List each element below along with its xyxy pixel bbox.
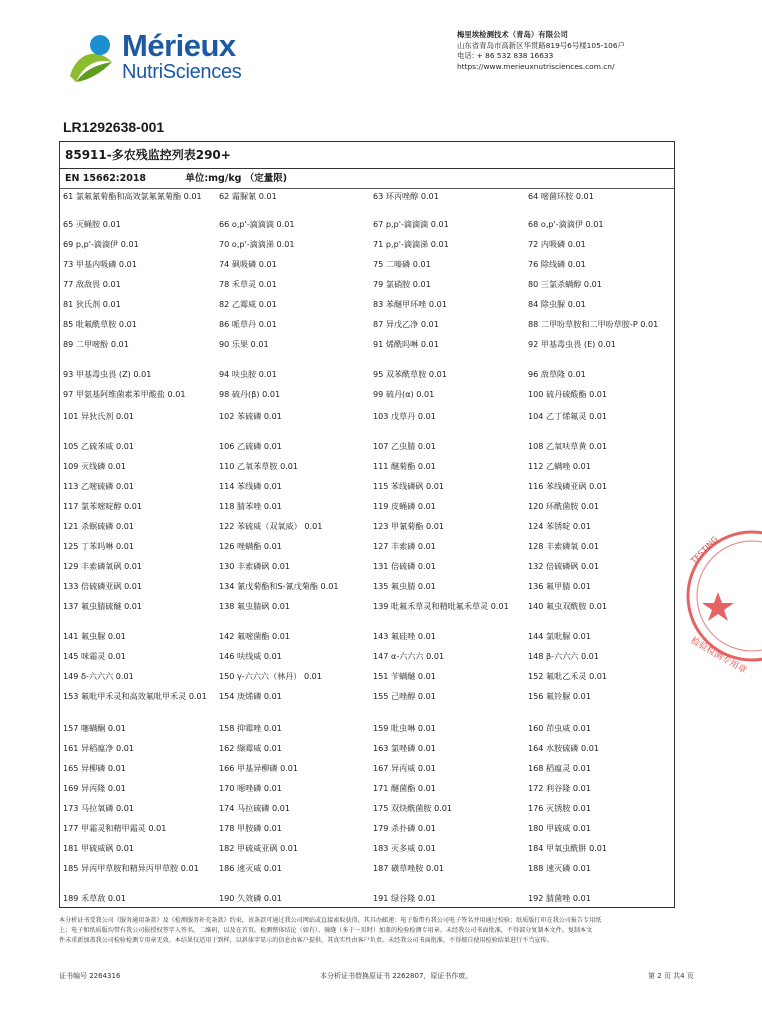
table-cell: 82 乙霉威 0.01 — [219, 299, 277, 309]
table-cell: 154 庚烯磷 0.01 — [219, 691, 282, 701]
table-cell: 80 三氯杀螨醇 0.01 — [528, 279, 602, 289]
table-cell: 181 甲硫威砜 0.01 — [63, 843, 134, 853]
disclaimer-line: 本分析证书受我公司《服务通用条款》及《检测服务补充条款》约束，该条款可通过我公司网站或直接索取获得，其具办邮递：电子版带有我公司电子签名并用通过校验；纸质版打印在我公司报告专用纸 — [59, 917, 602, 924]
table-cell: 133 倍硫磷亚砜 0.01 — [63, 581, 143, 591]
table-cell: 125 丁苯吗啉 0.01 — [63, 541, 134, 551]
company-name: 梅里埃检测技术（青岛）有限公司 — [457, 30, 568, 39]
table-cell: 177 甲霜灵和精甲霜灵 0.01 — [63, 823, 167, 833]
table-body — [60, 189, 674, 907]
table-cell: 76 除线磷 0.01 — [528, 259, 586, 269]
table-cell: 110 乙氧苯草胺 0.01 — [219, 461, 299, 471]
table-cell: 165 异柳磷 0.01 — [63, 763, 126, 773]
method-unit: 单位:mg/kg （定量限) — [185, 173, 288, 184]
table-cell: 142 氟嘧菌酯 0.01 — [219, 631, 290, 641]
table-cell: 189 禾草敌 0.01 — [63, 893, 126, 903]
table-cell: 153 氟吡甲禾灵和高效氟吡甲禾灵 0.01 — [63, 691, 207, 701]
table-cell: 157 噻螨酮 0.01 — [63, 723, 126, 733]
table-cell: 147 α-六六六 0.01 — [373, 651, 445, 661]
table-cell: 94 呋虫胺 0.01 — [219, 369, 277, 379]
table-cell: 145 咪霜灵 0.01 — [63, 651, 126, 661]
table-cell: 79 氯硝胺 0.01 — [373, 279, 431, 289]
table-cell: 83 苯醚甲环唑 0.01 — [373, 299, 447, 309]
table-cell: 74 砜吸磷 0.01 — [219, 259, 277, 269]
table-cell: 116 苯线磷亚砜 0.01 — [528, 481, 608, 491]
table-cell: 172 利谷隆 0.01 — [528, 783, 591, 793]
official-stamp-icon — [682, 524, 762, 677]
table-cell: 146 呋线威 0.01 — [219, 651, 282, 661]
table-cell: 87 异戊乙净 0.01 — [373, 319, 439, 329]
table-cell: 96 敌草隆 0.01 — [528, 369, 586, 379]
table-cell: 182 甲硫威亚砜 0.01 — [219, 843, 299, 853]
table-cell: 192 腈菌唑 0.01 — [528, 893, 591, 903]
report-number: LR1292638-001 — [63, 119, 165, 135]
table-cell: 127 丰索磷 0.01 — [373, 541, 436, 551]
table-cell: 184 甲氧虫酰肼 0.01 — [528, 843, 608, 853]
table-cell: 62 霜脲氰 0.01 — [219, 191, 277, 201]
table-cell: 105 乙硫苯威 0.01 — [63, 441, 134, 451]
table-cell: 156 氟铃脲 0.01 — [528, 691, 591, 701]
company-phone: 电话: + 86 532 838 16633 — [457, 51, 554, 60]
table-cell: 93 甲基毒虫畏 (Z) 0.01 — [63, 369, 152, 379]
table-cell: 173 马拉氧磷 0.01 — [63, 803, 134, 813]
page-number: 第 2 页 共4 页 — [648, 972, 694, 980]
table-cell: 170 噁唑磷 0.01 — [219, 783, 282, 793]
table-cell: 191 绿谷隆 0.01 — [373, 893, 436, 903]
svg-text:检验检测专用章: 检验检测专用章 — [688, 635, 749, 677]
table-cell: 136 氟甲腈 0.01 — [528, 581, 591, 591]
logo-text-nutrisciences: NutriSciences — [122, 61, 242, 83]
table-cell: 97 甲氨基阿维菌素苯甲酸盐 0.01 — [63, 389, 186, 399]
disclaimer — [59, 916, 683, 945]
company-website: https://www.merieuxnutrisciences.com.cn/ — [457, 61, 615, 71]
table-cell: 67 p,p'-滴滴滴 0.01 — [373, 219, 449, 229]
table-cell: 186 速灭威 0.01 — [219, 863, 282, 873]
table-cell: 162 缬霉威 0.01 — [219, 743, 282, 753]
table-cell: 78 禾草灵 0.01 — [219, 279, 277, 289]
certificate-number: 证书编号 2264316 — [59, 972, 121, 980]
table-cell: 169 异丙隆 0.01 — [63, 783, 126, 793]
table-cell: 68 o,p'-滴滴伊 0.01 — [528, 219, 604, 229]
table-cell: 164 水胺硫磷 0.01 — [528, 743, 599, 753]
table-cell: 159 吡虫啉 0.01 — [373, 723, 436, 733]
table-cell: 72 内吸磷 0.01 — [528, 239, 586, 249]
replacement-note: 本分析证书替换原证书 2262807，原证书作废。 — [320, 972, 473, 980]
table-cell: 81 狄氏剂 0.01 — [63, 299, 121, 309]
table-cell: 148 β-六六六 0.01 — [528, 651, 599, 661]
table-cell: 183 灭多威 0.01 — [373, 843, 436, 853]
table-cell: 160 茚虫威 0.01 — [528, 723, 591, 733]
table-cell: 135 氟虫腈 0.01 — [373, 581, 436, 591]
table-cell: 123 甲氰菊酯 0.01 — [373, 521, 444, 531]
table-cell: 115 苯线磷砜 0.01 — [373, 481, 444, 491]
table-cell: 158 抑霉唑 0.01 — [219, 723, 282, 733]
table-cell: 188 速灭磷 0.01 — [528, 863, 591, 873]
disclaimer-line: 上；电子和纸质版均带有我公司报授权签字人签名、二维码，以及在首页，检测整体结论（如有）、骑缝（多于一页时）加盖的检验检测专用章。未经我公司书面批准，不得部分复制本文件。复制本文 — [59, 926, 593, 934]
table-cell: 190 久效磷 0.01 — [219, 893, 282, 903]
table-cell: 139 吡氟禾草灵和精吡氟禾草灵 0.01 — [373, 601, 509, 611]
table-cell: 122 苯硫威（双氧威） 0.01 — [219, 521, 323, 531]
table-cell: 117 氯苯嘧啶醇 0.01 — [63, 501, 143, 511]
table-cell: 69 p,p'-滴滴伊 0.01 — [63, 239, 139, 249]
table-cell: 92 甲基毒虫畏 (E) 0.01 — [528, 339, 616, 349]
table-cell: 120 环酰菌胺 0.01 — [528, 501, 599, 511]
company-address: 山东省青岛市高新区华贯路819号6号楼105-106户 — [457, 40, 625, 50]
table-cell: 88 二甲吩草胺和二甲吩草胺-P 0.01 — [528, 319, 659, 329]
logo-text-merieux: Mérieux — [122, 28, 236, 63]
table-cell: 86 哌草丹 0.01 — [219, 319, 277, 329]
table-cell: 71 p,p'-滴滴涕 0.01 — [373, 239, 449, 249]
table-cell: 91 烯酰吗啉 0.01 — [373, 339, 439, 349]
table-cell: 103 戊草丹 0.01 — [373, 411, 436, 421]
table-title: 85911-多农残监控列表290+ — [60, 142, 674, 169]
table-cell: 155 己唑醇 0.01 — [373, 691, 436, 701]
table-cell: 161 异稻瘟净 0.01 — [63, 743, 134, 753]
table-cell: 137 氟虫腈硫醚 0.01 — [63, 601, 143, 611]
table-cell: 114 苯线磷 0.01 — [219, 481, 282, 491]
table-cell: 130 丰索磷砜 0.01 — [219, 561, 290, 571]
table-cell: 138 氟虫腈砜 0.01 — [219, 601, 290, 611]
table-cell: 112 乙螨唑 0.01 — [528, 461, 591, 471]
table-cell: 106 乙硫磷 0.01 — [219, 441, 282, 451]
table-cell: 141 氟虫脲 0.01 — [63, 631, 126, 641]
table-cell: 104 乙丁烯氟灵 0.01 — [528, 411, 608, 421]
table-cell: 101 异狄氏剂 0.01 — [63, 411, 134, 421]
table-method-row — [60, 169, 674, 189]
table-cell: 124 苯锈啶 0.01 — [528, 521, 591, 531]
table-cell: 102 苯硫磷 0.01 — [219, 411, 282, 421]
company-logo — [66, 28, 256, 90]
table-cell: 98 硫丹(β) 0.01 — [219, 389, 281, 399]
table-cell: 180 甲硫威 0.01 — [528, 823, 591, 833]
pesticide-table — [59, 141, 675, 908]
table-cell: 84 除虫脲 0.01 — [528, 299, 586, 309]
table-cell: 66 o,p'-滴滴滴 0.01 — [219, 219, 295, 229]
table-cell: 63 环丙唑醇 0.01 — [373, 191, 439, 201]
table-cell: 134 氰戊菊酯和S-氰戊菊酯 0.01 — [219, 581, 339, 591]
table-cell: 163 氯唑磷 0.01 — [373, 743, 436, 753]
table-cell: 107 乙虫腈 0.01 — [373, 441, 436, 451]
table-cell: 65 灭蝇胺 0.01 — [63, 219, 121, 229]
company-info — [457, 30, 625, 72]
table-cell: 73 甲基内吸磷 0.01 — [63, 259, 137, 269]
table-cell: 151 苄螨醚 0.01 — [373, 671, 436, 681]
table-cell: 144 氯吡脲 0.01 — [528, 631, 591, 641]
table-cell: 171 醚菌酯 0.01 — [373, 783, 436, 793]
table-cell: 168 稻瘟灵 0.01 — [528, 763, 591, 773]
table-cell: 75 二嗪磷 0.01 — [373, 259, 431, 269]
disclaimer-line: 件未重新加盖我公司检验检测专用章无效。本结果仅适用于到样，以斜体字显示的信息由客户提供，其真实性由客户负责。未经我公司书面批准，不得擅自使用检验结果进行不当宣传。 — [59, 936, 553, 944]
table-cell: 174 马拉硫磷 0.01 — [219, 803, 290, 813]
table-cell: 131 倍硫磷 0.01 — [373, 561, 436, 571]
table-cell: 176 灭锈胺 0.01 — [528, 803, 591, 813]
table-cell: 108 乙氧呋草黄 0.01 — [528, 441, 608, 451]
table-cell: 111 醚菊酯 0.01 — [373, 461, 436, 471]
table-cell: 126 唑螨酯 0.01 — [219, 541, 282, 551]
table-cell: 150 γ-六六六（林丹） 0.01 — [219, 671, 322, 681]
logo-leaf-icon — [66, 32, 122, 86]
table-cell: 85 吡氟酰草胺 0.01 — [63, 319, 137, 329]
table-cell: 109 灭线磷 0.01 — [63, 461, 126, 471]
table-cell: 149 δ-六六六 0.01 — [63, 671, 134, 681]
table-cell: 121 杀螟硫磷 0.01 — [63, 521, 134, 531]
table-cell: 89 二甲嘧酚 0.01 — [63, 339, 129, 349]
table-cell: 77 敌敌畏 0.01 — [63, 279, 121, 289]
method-standard: EN 15662:2018 — [65, 173, 147, 184]
table-cell: 179 杀扑磷 0.01 — [373, 823, 436, 833]
table-cell: 132 倍硫磷砜 0.01 — [528, 561, 599, 571]
table-cell: 185 异丙甲草胺和精异丙甲草胺 0.01 — [63, 863, 199, 873]
table-cell: 178 甲胺磷 0.01 — [219, 823, 282, 833]
table-cell: 64 嘧菌环胺 0.01 — [528, 191, 594, 201]
table-cell: 128 丰索磷氧 0.01 — [528, 541, 599, 551]
table-cell: 99 硫丹(α) 0.01 — [373, 389, 435, 399]
table-cell: 118 腈苯唑 0.01 — [219, 501, 282, 511]
table-cell: 187 磺草唑胺 0.01 — [373, 863, 444, 873]
table-cell: 113 乙嘧硫磷 0.01 — [63, 481, 134, 491]
table-cell: 152 氟吡乙禾灵 0.01 — [528, 671, 608, 681]
table-cell: 140 氟虫双酰胺 0.01 — [528, 601, 608, 611]
svg-text:TESTING: TESTING — [689, 534, 720, 566]
table-cell: 129 丰索磷氧砜 0.01 — [63, 561, 143, 571]
table-cell: 143 氟硅唑 0.01 — [373, 631, 436, 641]
table-cell: 100 硫丹硫酸酯 0.01 — [528, 389, 608, 399]
table-cell: 70 o,p'-滴滴涕 0.01 — [219, 239, 295, 249]
table-cell: 61 氯氟氰菊酯和高效氯氟氰菊酯 0.01 — [63, 191, 202, 201]
table-cell: 166 甲基异柳磷 0.01 — [219, 763, 299, 773]
table-cell: 167 异丙威 0.01 — [373, 763, 436, 773]
table-cell: 90 乐果 0.01 — [219, 339, 269, 349]
table-cell: 119 皮蝇磷 0.01 — [373, 501, 436, 511]
table-cell: 175 双炔酰菌胺 0.01 — [373, 803, 453, 813]
table-cell: 95 双苯酰草胺 0.01 — [373, 369, 447, 379]
